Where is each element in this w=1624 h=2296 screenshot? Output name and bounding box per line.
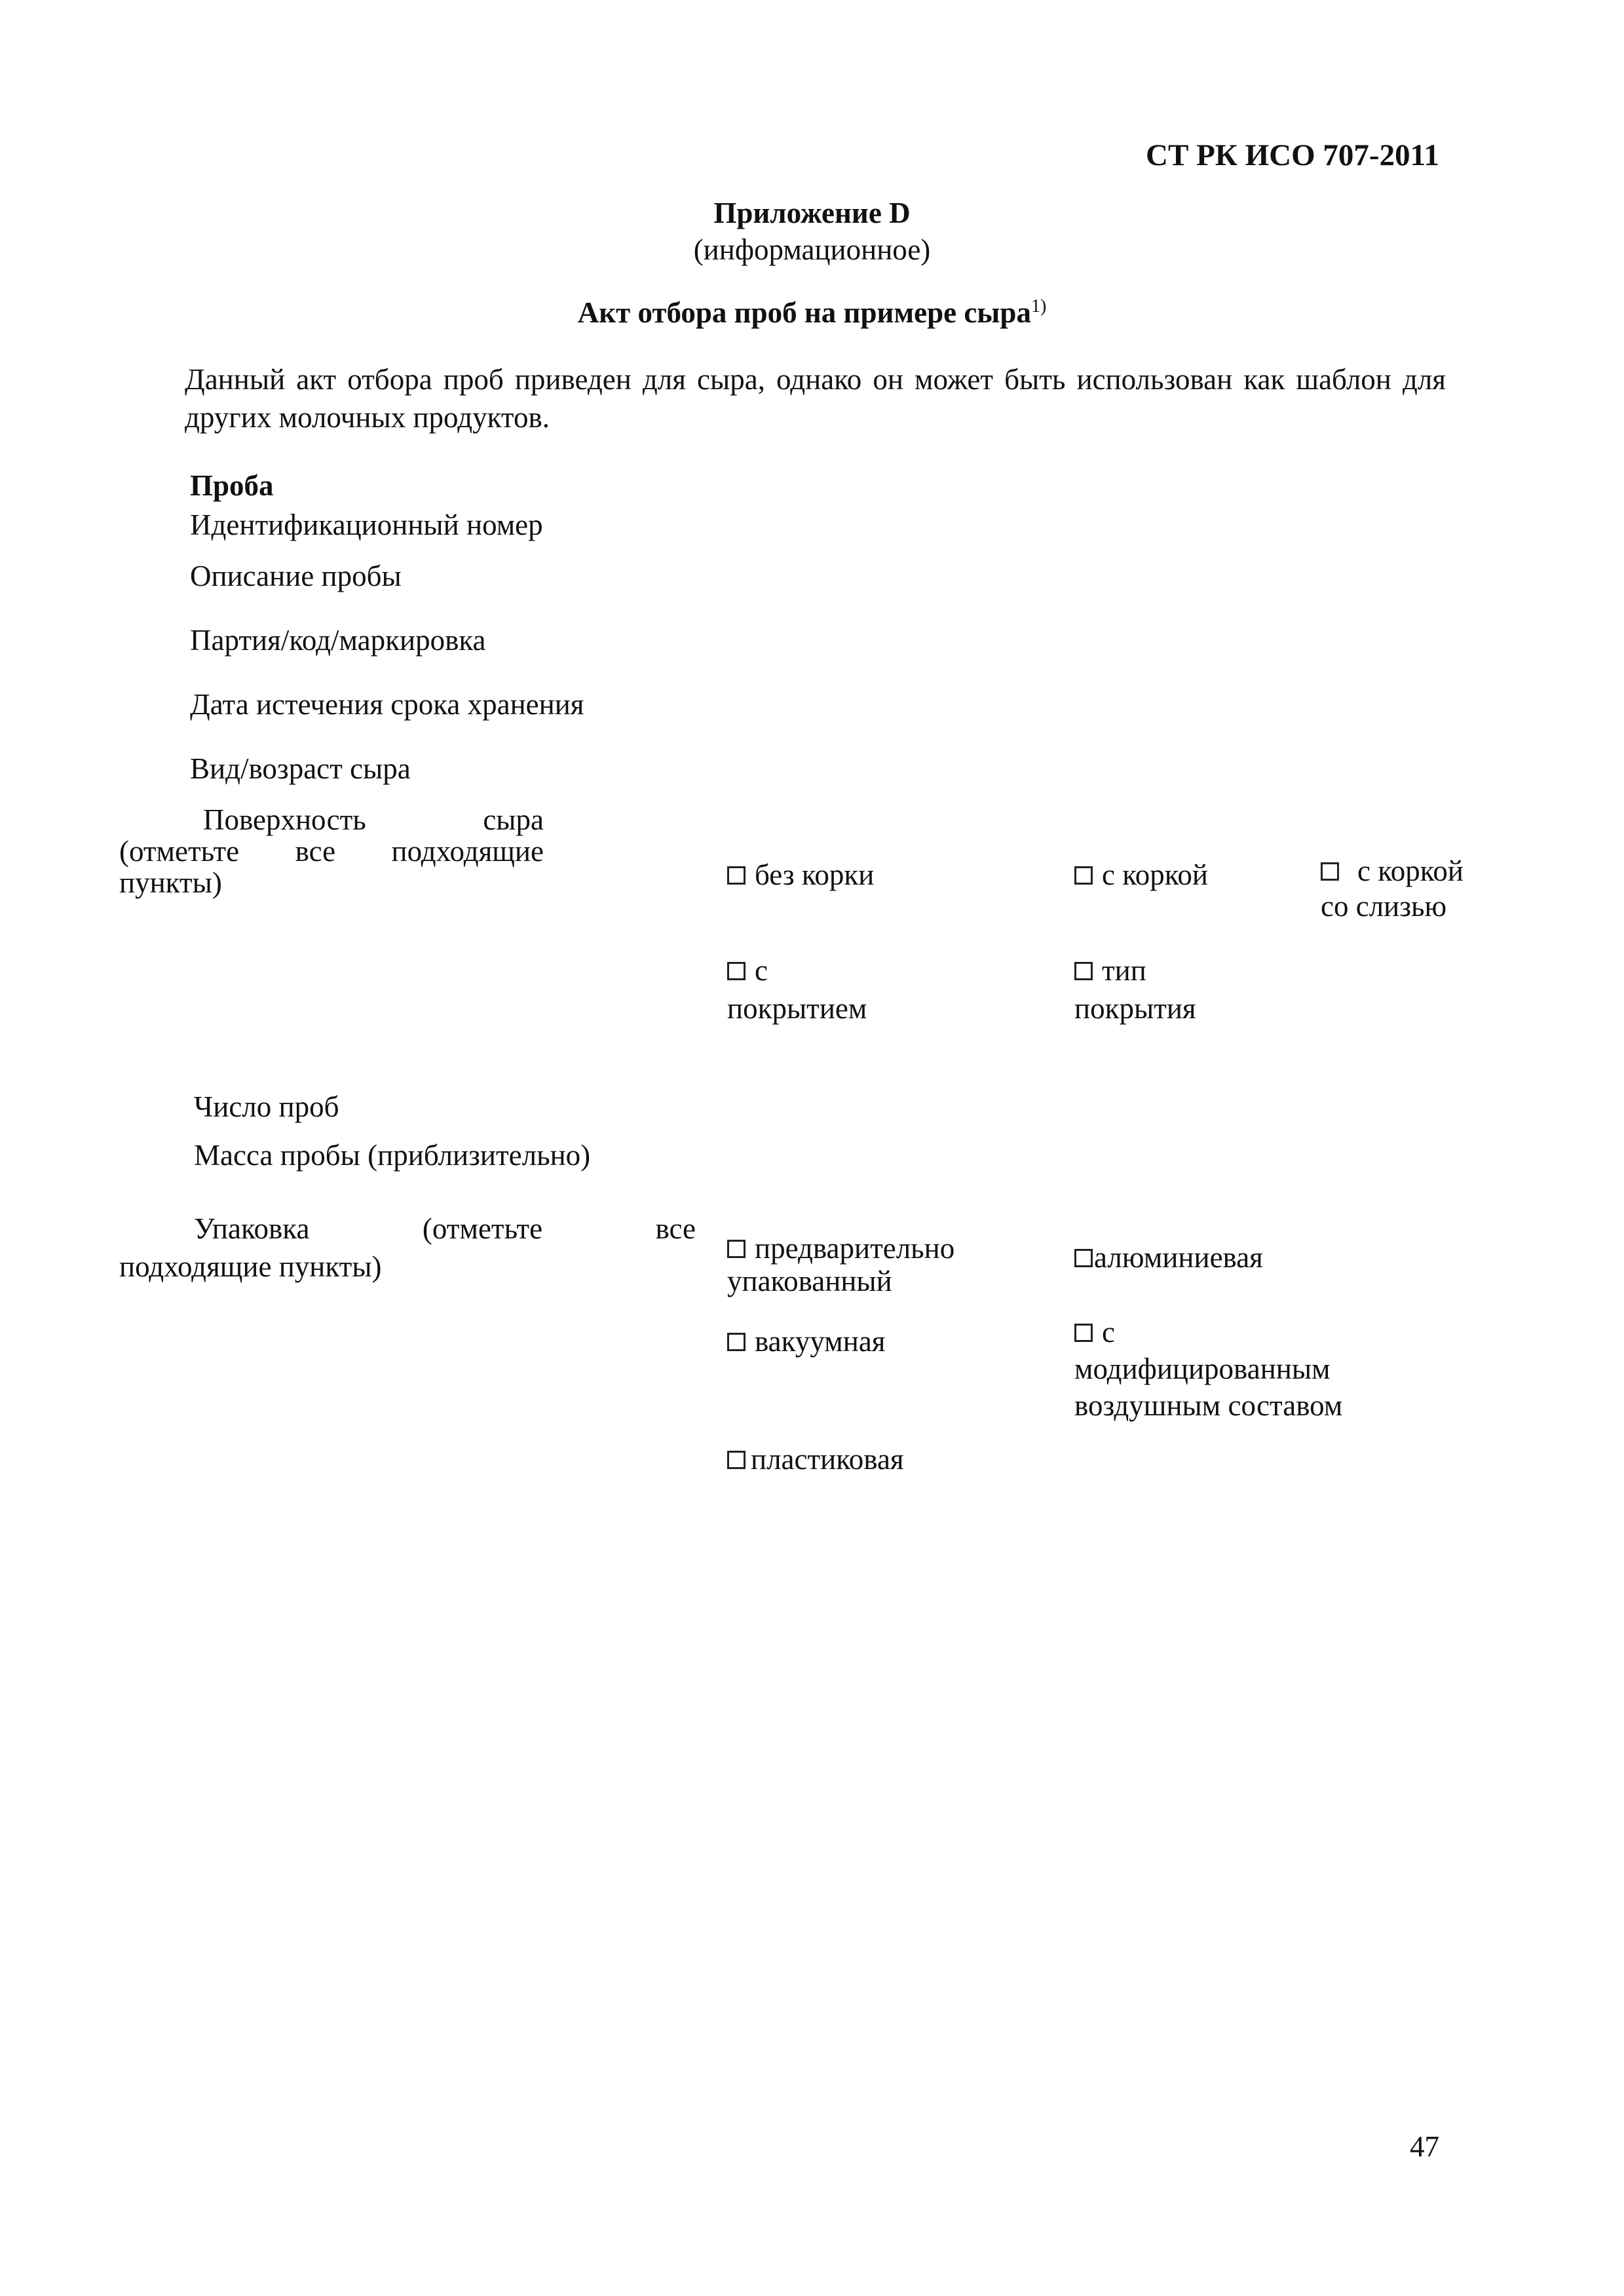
surface-option-coating-type[interactable] [1074,951,1146,989]
intro-paragraph: Данный акт отбора проб приведен для сыра, однако он может быть использован как шаблон для других молочных продуктов. [185,363,1446,434]
checkbox-icon[interactable] [1321,862,1339,881]
packaging-option-modified-atmosphere-line2: модифицированным [1074,1352,1331,1385]
surface-label-line3: пункты) [119,866,222,899]
checkbox-icon[interactable] [1074,1324,1093,1342]
page-number: 47 [1410,2130,1439,2163]
field-number-of-samples: Число проб [194,1090,339,1123]
checkbox-icon[interactable] [727,1333,746,1351]
surface-label-line1: Поверхность сыра [203,803,544,836]
option-label: вакуумная [755,1325,886,1358]
surface-option-no-rind[interactable] [727,856,874,894]
surface-option-coating-type-line2: покрытия [1074,992,1196,1025]
appendix-title: Приложение D [713,197,911,229]
act-title [0,294,1624,332]
packaging-option-prepacked-line2: упакованный [727,1265,892,1297]
standard-designation: СТ РК ИСО 707-2011 [1146,138,1439,172]
packaging-option-modified-atmosphere[interactable] [1074,1313,1115,1351]
option-label: пластиковая [751,1443,904,1476]
field-id-number: Идентификационный номер [190,508,543,541]
packaging-option-plastic[interactable] [727,1440,904,1478]
field-expiry-date: Дата истечения срока хранения [190,688,584,721]
packaging-option-aluminium[interactable] [1074,1238,1263,1276]
checkbox-icon[interactable] [727,866,746,885]
option-label: предварительно [755,1232,955,1265]
checkbox-icon[interactable] [727,1240,746,1258]
checkbox-icon[interactable] [727,962,746,980]
field-cheese-type-age: Вид/возраст сыра [190,752,411,785]
packaging-label-line2: подходящие пункты) [119,1250,382,1283]
option-label: без корки [755,858,875,891]
appendix-subtitle: (информационное) [693,233,931,266]
option-label: алюминиевая [1094,1241,1263,1274]
act-title-text: Акт отбора проб на примере сыра [577,296,1031,329]
option-label: с коркой [1357,854,1463,887]
surface-option-smear-rind[interactable] [1321,852,1463,890]
option-label: с [1102,1316,1115,1349]
field-sample-mass: Масса пробы (приблизительно) [194,1139,591,1172]
surface-option-smear-rind-line2: со слизью [1321,890,1447,923]
checkbox-icon[interactable] [1074,1249,1093,1267]
checkbox-icon[interactable] [1074,866,1093,885]
field-batch-code: Партия/код/маркировка [190,624,486,657]
packaging-label-line1: Упаковка (отметьте все [194,1212,696,1245]
surface-option-coated[interactable] [727,951,768,989]
packaging-option-modified-atmosphere-line3: воздушным составом [1074,1389,1343,1422]
sample-heading: Проба [190,469,274,502]
surface-option-coated-line2: покрытием [727,992,867,1025]
surface-label-line2: (отметьте все подходящие [119,835,544,868]
option-label: с [755,954,768,987]
field-sample-description: Описание пробы [190,560,402,592]
option-label: тип [1102,954,1146,987]
checkbox-icon[interactable] [727,1451,746,1469]
footnote-mark: 1) [1030,296,1047,316]
packaging-option-vacuum[interactable] [727,1322,886,1360]
option-label: с коркой [1102,858,1208,891]
checkbox-icon[interactable] [1074,962,1093,980]
surface-option-with-rind[interactable] [1074,856,1208,894]
